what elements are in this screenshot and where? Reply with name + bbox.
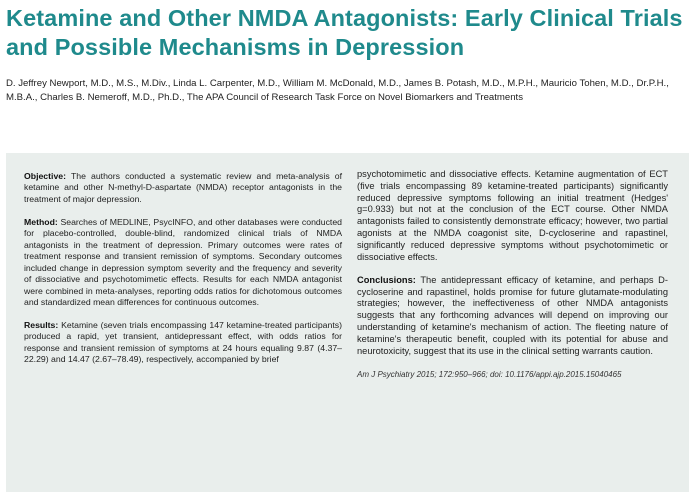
article-title: Ketamine and Other NMDA Antagonists: Early Clinical Trials and Possible Mechanisms in Depression bbox=[6, 5, 683, 60]
results-paragraph bbox=[24, 320, 342, 366]
conclusions-text: The antidepressant efficacy of ketamine, and perhaps D-cycloserine and rapastinel, holds promise for future glutamate-modulating strategies; however, the ineffectiveness of other NMDA antagonists suggests that any forthcoming advances will depend on improving our understanding of ketamine's mechanism of action. The fleeting nature of ketamine's therapeutic benefit, coupled with its potential for abuse and neurotoxicity, suggest that its use in the clinical setting warrants caution. bbox=[357, 274, 668, 356]
author-list: D. Jeffrey Newport, M.D., M.S., M.Div., Linda L. Carpenter, M.D., William M. McDonald, M.D., James B. Potash, M.D., M.P.H., Mauricio Tohen, M.D., Dr.P.H., M.B.A., Charles B. Nemeroff, M.D., Ph.D., The APA Council of Research Task Force on Novel Biomarkers and Treatments bbox=[6, 78, 669, 103]
results-text: Ketamine (seven trials encompassing 147 ketamine-treated participants) produced a rapid, yet transient, antidepressant effect, with odds ratios for response and transient remission of symptoms at 24 hours equaling 9.87 (4.37–22.29) and 14.47 (2.67–78.49), respectively, accompanied by brief bbox=[24, 319, 342, 365]
method-paragraph bbox=[24, 217, 342, 309]
results-continued-paragraph: psychotomimetic and dissociative effects. Ketamine augmentation of ECT (five trials encompassing 89 ketamine-treated participants) significantly reduced depressive symptoms following an initial treatment (Hedges' g=0.933) but not at the conclusion of the ECT course. Other NMDA antagonists failed to consistently demonstrate efficacy; however, two partial agonists at the NMDA coagonist site, D-cycloserine and rapastinel, significantly reduced depressive symptoms without psychotomimetic or dissociative effects. bbox=[357, 169, 668, 262]
objective-text: The authors conducted a systematic review and meta-analysis of ketamine and other N-methyl-D-aspartate (NMDA) receptor antagonists in the treatment of major depression. bbox=[24, 171, 342, 204]
objective-paragraph bbox=[24, 171, 342, 205]
results-label: Results: bbox=[24, 319, 59, 330]
abstract-right-column bbox=[357, 169, 668, 380]
method-label: Method: bbox=[24, 216, 58, 227]
conclusions-paragraph bbox=[357, 275, 668, 358]
method-text: Searches of MEDLINE, PsycINFO, and other databases were conducted for placebo-controlled, double-blind, randomized clinical trials of NMDA antagonists in the treatment of depression. Primary outcomes were rates of treatment response and transient remission of symptoms. Secondary outcomes included change in depression symptom severity and the frequency and severity of dissociative and psychotomimetic effects. Results for each NMDA antagonist were combined in meta-analyses, reporting odds ratios for dichotomous outcomes and standardized mean differences for continuous outcomes. bbox=[24, 216, 342, 308]
abstract-left-column bbox=[24, 171, 342, 377]
conclusions-label: Conclusions: bbox=[357, 274, 416, 285]
journal-citation: Am J Psychiatry 2015; 172:950–966; doi: 10.1176/appi.ajp.2015.15040465 bbox=[357, 369, 622, 379]
objective-label: Objective: bbox=[24, 171, 67, 181]
abstract-box bbox=[6, 153, 689, 492]
